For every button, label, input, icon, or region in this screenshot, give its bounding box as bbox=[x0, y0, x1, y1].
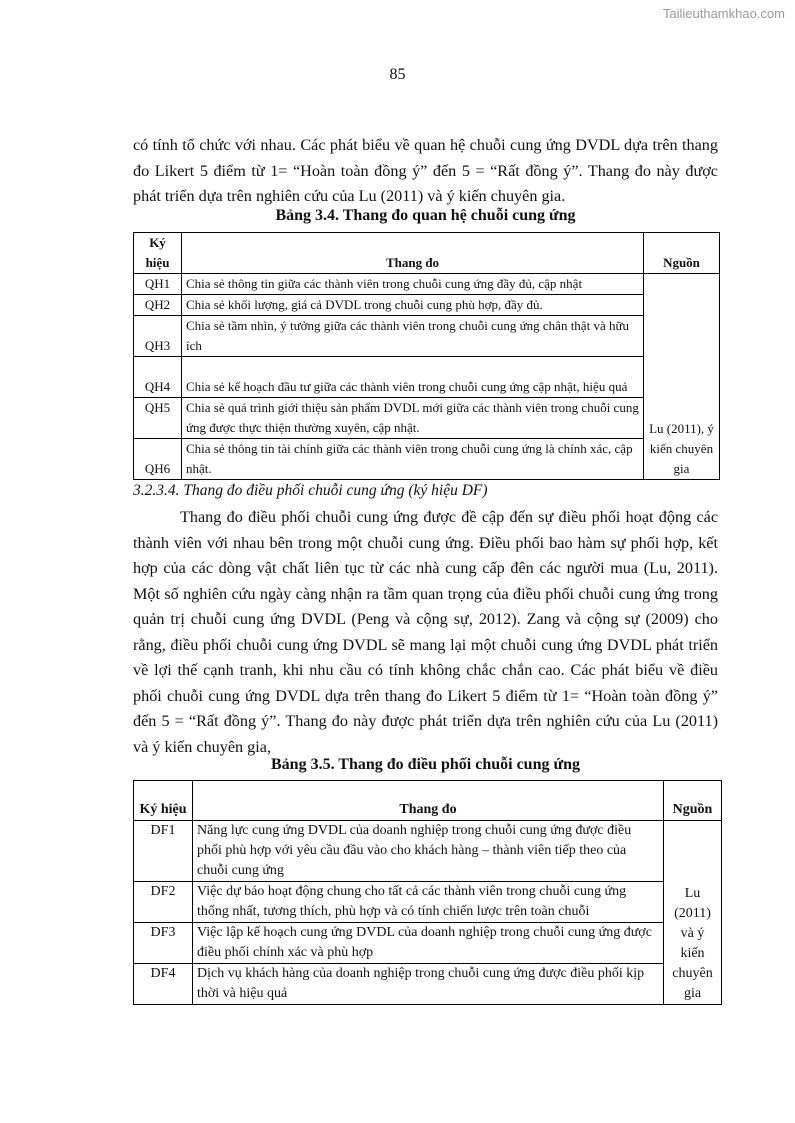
header-source: Nguồn bbox=[664, 781, 722, 821]
row-code: QH3 bbox=[134, 316, 182, 357]
intro-paragraph: có tính tổ chức với nhau. Các phát biểu về quan hệ chuỗi cung ứng DVDL dựa trên thang đo Likert 5 điểm từ 1= “Hoàn toàn đồng ý” đến 5 = “Rất đồng ý”. Thang đo này được phát triển dựa trên nghiên cứu của Lu (2011) và ý kiến chuyên gia. bbox=[133, 136, 718, 205]
row-code: QH6 bbox=[134, 439, 182, 480]
table2-caption: Bảng 3.5. Thang đo điều phối chuỗi cung ứng bbox=[271, 756, 580, 773]
row-text: Chia sẻ tầm nhìn, ý tưởng giữa các thành viên trong chuỗi cung ứng chân thật và hữu ích bbox=[182, 316, 644, 357]
header-source: Nguồn bbox=[644, 233, 720, 274]
section-heading: 3.2.3.4. Thang đo điều phối chuỗi cung ứng (ký hiệu DF) bbox=[133, 482, 488, 499]
table-row bbox=[134, 439, 720, 480]
row-text: Chia sẻ kế hoạch đầu tư giữa các thành viên trong chuỗi cung ứng cập nhật, hiệu quả bbox=[182, 357, 644, 398]
row-text: Chia sẻ thông tin giữa các thành viên trong chuỗi cung ứng đầy đủ, cập nhật bbox=[182, 274, 644, 295]
header-code: Ký hiệu bbox=[134, 233, 182, 274]
row-text: Năng lực cung ứng DVDL của doanh nghiệp trong chuỗi cung ứng được điều phối phù hợp với yêu cầu đầu vào cho khách hàng – thành viên tiếp theo của chuỗi cung ứng bbox=[193, 821, 664, 882]
table-row bbox=[134, 316, 720, 357]
body-paragraph: Thang đo điều phối chuỗi cung ứng được đề cập đến sự điều phối hoạt động các thành viên với nhau bên trong một chuỗi cung ứng. Điều phối bao hàm sự phối hợp, kết hợp của các dòng vật chất liên tục từ các nhà cung cấp đên các người mua (Lu, 2011). Một số nghiên cứu ngày càng nhận ra tầm quan trọng của điều phối chuỗi cung ứng trong quản trị chuỗi cung ứng DVDL (Peng và cộng sự, 2012). Zang và cộng sự (2009) cho rằng, điều phối chuỗi cung ứng DVDL sẽ mang lại một chuỗi cung ứng DVDL phát triển về lợi thế cạnh tranh, khi nhu cầu có tính không chắc chắn cao. Các phát biểu về điều phối chuỗi cung ứng DVDL dựa trên thang đo Likert 5 điểm từ 1= “Hoàn toàn đồng ý” đến 5 = “Rất đồng ý”. Thang đo này được phát triển dựa trên nghiên cứu của Lu (2011) và ý kiến chuyên gia, bbox=[133, 508, 718, 756]
row-text: Chia sẻ khối lượng, giá cả DVDL trong chuỗi cung phù hợp, đầy đủ. bbox=[182, 295, 644, 316]
table-row bbox=[134, 882, 722, 923]
row-code: QH2 bbox=[134, 295, 182, 316]
page-number: 85 bbox=[389, 66, 406, 83]
table1-caption: Bảng 3.4. Thang đo quan hệ chuỗi cung ứng bbox=[275, 207, 576, 224]
header-scale: Thang đo bbox=[193, 781, 664, 821]
row-text: Việc dự báo hoạt động chung cho tất cả các thành viên trong chuỗi cung ứng thống nhất, tương thích, phù hợp và có tính chiến lược trên toàn chuỗi bbox=[193, 882, 664, 923]
row-code: DF1 bbox=[134, 821, 193, 882]
row-code: DF4 bbox=[134, 964, 193, 1005]
header-scale: Thang đo bbox=[182, 233, 644, 274]
table-supply-chain-relationship bbox=[133, 232, 720, 480]
table-header-row bbox=[134, 781, 722, 821]
table-header-row bbox=[134, 233, 720, 274]
source-cell: Lu (2011) và ý kiến chuyên gia bbox=[664, 821, 722, 1005]
table-supply-chain-coordination bbox=[133, 780, 722, 1005]
table-row bbox=[134, 295, 720, 316]
watermark: Tailieuthamkhao.com bbox=[662, 6, 785, 21]
table-row bbox=[134, 923, 722, 964]
row-text: Chia sẻ quá trình giới thiệu sản phẩm DVDL mới giữa các thành viên trong chuỗi cung ứng được thực thiện thường xuyên, cập nhật. bbox=[182, 398, 644, 439]
row-code: DF3 bbox=[134, 923, 193, 964]
row-code: QH4 bbox=[134, 357, 182, 398]
row-code: QH5 bbox=[134, 398, 182, 439]
table-row bbox=[134, 821, 722, 882]
table-row bbox=[134, 398, 720, 439]
row-code: QH1 bbox=[134, 274, 182, 295]
row-code: DF2 bbox=[134, 882, 193, 923]
table-row bbox=[134, 964, 722, 1005]
header-code: Ký hiệu bbox=[134, 781, 193, 821]
row-text: Dịch vụ khách hàng của doanh nghiệp trong chuỗi cung ứng được điều phối kịp thời và hiệu quả bbox=[193, 964, 664, 1005]
row-text: Việc lập kế hoạch cung ứng DVDL của doanh nghiệp trong chuỗi cung ứng được điều phối chính xác và phù hợp bbox=[193, 923, 664, 964]
row-text: Chia sẻ thông tin tài chính giữa các thành viên trong chuỗi cung ứng là chính xác, cập nhật. bbox=[182, 439, 644, 480]
table-row bbox=[134, 274, 720, 295]
source-cell: Lu (2011), ý kiến chuyên gia bbox=[644, 274, 720, 480]
table-row bbox=[134, 357, 720, 398]
